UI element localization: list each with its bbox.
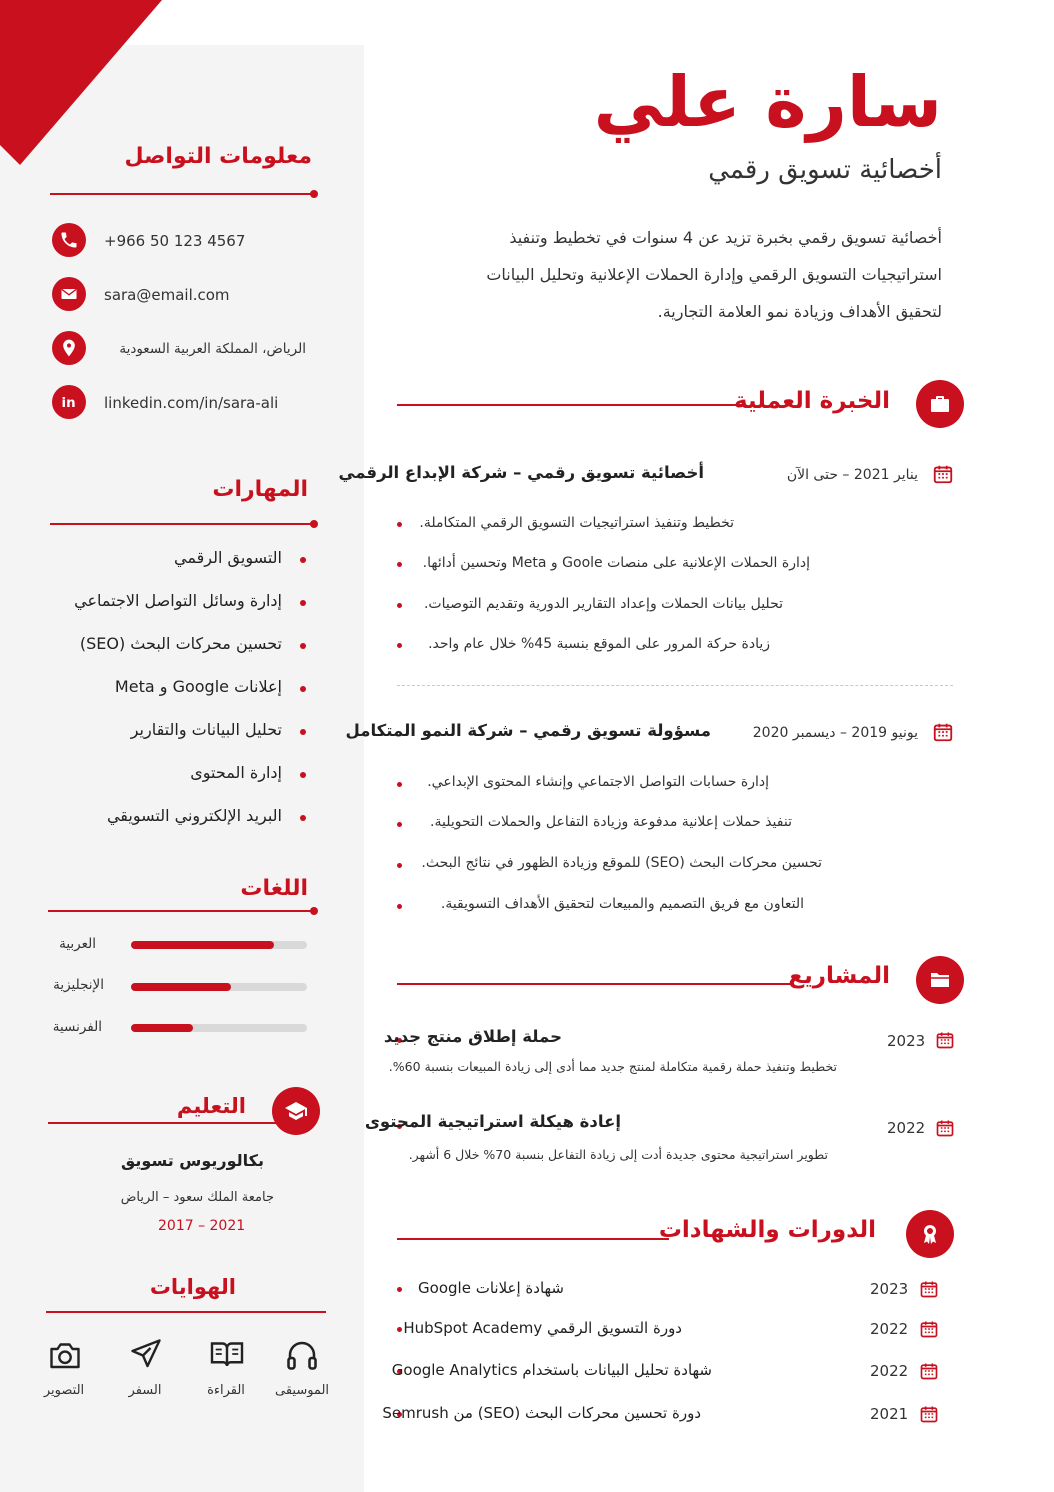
experience-divider [397,404,742,406]
projects-divider [397,983,794,985]
job-title: أخصائية تسويق رقمي – شركة الإبداع الرقمي [338,463,704,482]
skill-item: إدارة المحتوى [190,763,282,782]
certificate-year: 2022 [870,1362,909,1380]
certificate-item: دورة التسويق الرقمي HubSpot Academy [403,1319,682,1337]
calendar-icon [932,463,954,485]
language-name: الإنجليزية [53,977,104,993]
bullet-dot [397,1287,402,1292]
hobbies-divider [46,1311,326,1313]
location-text: الرياض، المملكة العربية السعودية [119,341,306,357]
contact-divider [50,193,315,195]
skills-title: المهارات [212,477,308,502]
phone-text[interactable]: +966 50 123 4567 [104,232,246,250]
camera-icon [47,1337,83,1373]
briefcase-icon [916,380,964,428]
certificate-year: 2021 [870,1405,909,1423]
bullet-dot [397,782,402,787]
linkedin-text[interactable]: linkedin.com/in/sara-ali [104,394,279,412]
skill-bullet [300,729,306,735]
contact-title: معلومات التواصل [124,144,312,169]
project-title: حملة إطلاق منتج جديد [383,1027,562,1046]
bullet-dot [397,562,402,567]
corner-decoration [0,0,162,165]
languages-divider [48,910,315,912]
bullet-dot [397,863,402,868]
certificate-item: دورة تحسين محركات البحث (SEO) من Semrush [382,1404,701,1422]
summary-line: أخصائية تسويق رقمي بخبرة تزيد عن 4 سنوات في تخطيط وتنفيذ [509,228,942,247]
calendar-icon [932,721,954,743]
language-bar-fill [131,941,274,949]
job-separator [397,685,953,686]
certificates-divider [397,1238,669,1240]
job-date: يونيو 2019 – ديسمبر 2020 [752,725,918,741]
language-bar [131,983,307,991]
language-bar [131,941,307,949]
certificate-year: 2023 [870,1280,909,1298]
skill-bullet [300,600,306,606]
email-text[interactable]: sara@email.com [104,286,230,304]
skill-bullet [300,686,306,692]
job-bullet: تحليل بيانات الحملات وإعداد التقارير الدورية وتقديم التوصيات. [423,596,783,612]
skill-bullet [300,643,306,649]
job-bullet: التعاون مع فريق التصميم والمبيعات لتحقيق الأهداف التسويقية. [440,896,804,912]
projects-title: المشاريع [788,963,890,989]
airplane-icon [128,1336,164,1372]
education-school: جامعة الملك سعود – الرياض [120,1190,274,1205]
folder-icon [916,956,964,1004]
job-bullet: إدارة حسابات التواصل الاجتماعي وإنشاء المحتوى الإبداعي. [427,774,769,790]
project-title: إعادة هيكلة استراتيجية المحتوى [364,1112,621,1131]
calendar-icon [935,1118,955,1138]
calendar-icon [919,1404,939,1424]
language-name: الفرنسية [52,1019,102,1035]
calendar-icon [935,1030,955,1050]
book-icon [209,1336,245,1372]
project-year: 2023 [887,1032,926,1050]
hobbies-title: الهوايات [149,1275,236,1299]
certificate-item: شهادة إعلانات Google [418,1279,564,1297]
certificate-year: 2022 [870,1320,909,1338]
email-icon [52,277,86,311]
education-title: التعليم [176,1094,246,1118]
job-date: يناير 2021 – حتى الآن [786,467,918,483]
certificates-title: الدورات والشهادات [658,1217,876,1243]
summary-line: لتحقيق الأهداف وزيادة نمو العلامة التجارية. [657,302,942,321]
certificate-item: شهادة تحليل البيانات باستخدام Google Analytics [391,1361,712,1379]
phone-icon [52,223,86,257]
skill-bullet [300,557,306,563]
language-bar-fill [131,983,231,991]
education-years: 2017 – 2021 [158,1218,246,1234]
calendar-icon [919,1319,939,1339]
hobby-label: الموسيقى [274,1383,330,1398]
education-degree: بكالوريوس تسويق [120,1151,264,1170]
experience-title: الخبرة العملية [733,388,890,414]
job-bullet: تنفيذ حملات إعلانية مدفوعة وزيادة التفاعل والحملات التحويلية. [430,814,792,830]
calendar-icon [919,1361,939,1381]
linkedin-icon [52,385,86,419]
languages-title: اللغات [240,876,308,901]
job-bullet: إدارة الحملات الإعلانية على منصات Goole و Meta وتحسين أدائها. [422,555,810,571]
summary-line: استراتيجيات التسويق الرقمي وإدارة الحملات الإعلانية وتحليل البيانات [486,265,942,284]
skill-item: التسويق الرقمي [174,548,282,567]
language-name: العربية [59,936,96,952]
bullet-dot [397,522,402,527]
graduation-cap-icon [272,1087,320,1135]
bullet-dot [397,643,402,648]
language-bar [131,1024,307,1032]
calendar-icon [919,1279,939,1299]
hobby-label: التصوير [43,1383,85,1398]
svg-text:in: in [61,396,76,411]
resume-role: أخصائية تسويق رقمي [708,155,942,185]
job-bullet: تخطيط وتنفيذ استراتيجيات التسويق الرقمي المتكاملة. [419,515,734,531]
project-year: 2022 [887,1119,926,1137]
skill-bullet [300,815,306,821]
skills-divider [50,523,315,525]
skill-item: إعلانات Google و Meta [114,677,282,696]
hobby-label: السفر [128,1383,162,1398]
skill-item: تحسين محركات البحث (SEO) [79,634,282,653]
education-divider [48,1122,288,1124]
skill-item: تحليل البيانات والتقارير [130,720,282,739]
language-bar-fill [131,1024,193,1032]
job-bullet: زيادة حركة المرور على الموقع بنسبة 45% خلال عام واحد. [428,636,770,652]
skill-item: البريد الإلكتروني التسويقي [106,806,282,825]
bullet-dot [397,1327,402,1332]
skill-bullet [300,772,306,778]
location-icon [52,331,86,365]
resume-name: سارة علي [593,61,942,143]
skill-item: إدارة وسائل التواصل الاجتماعي [74,591,282,610]
award-icon [906,1210,954,1258]
headphones-icon [284,1337,320,1373]
job-title: مسؤولة تسويق رقمي – شركة النمو المتكامل [345,721,711,740]
project-desc: تخطيط وتنفيذ حملة رقمية متكاملة لمنتج جديد مما أدى إلى زيادة المبيعات بنسبة 60%. [388,1059,837,1074]
bullet-dot [397,603,402,608]
job-bullet: تحسين محركات البحث (SEO) للموقع وزيادة الظهور في نتائج البحث. [421,855,822,871]
bullet-dot [397,822,402,827]
project-desc: تطوير استراتيجية محتوى جديدة أدت إلى زيادة التفاعل بنسبة 70% خلال 6 أشهر. [408,1147,828,1162]
hobby-label: القراءة [207,1383,245,1398]
bullet-dot [397,904,402,909]
